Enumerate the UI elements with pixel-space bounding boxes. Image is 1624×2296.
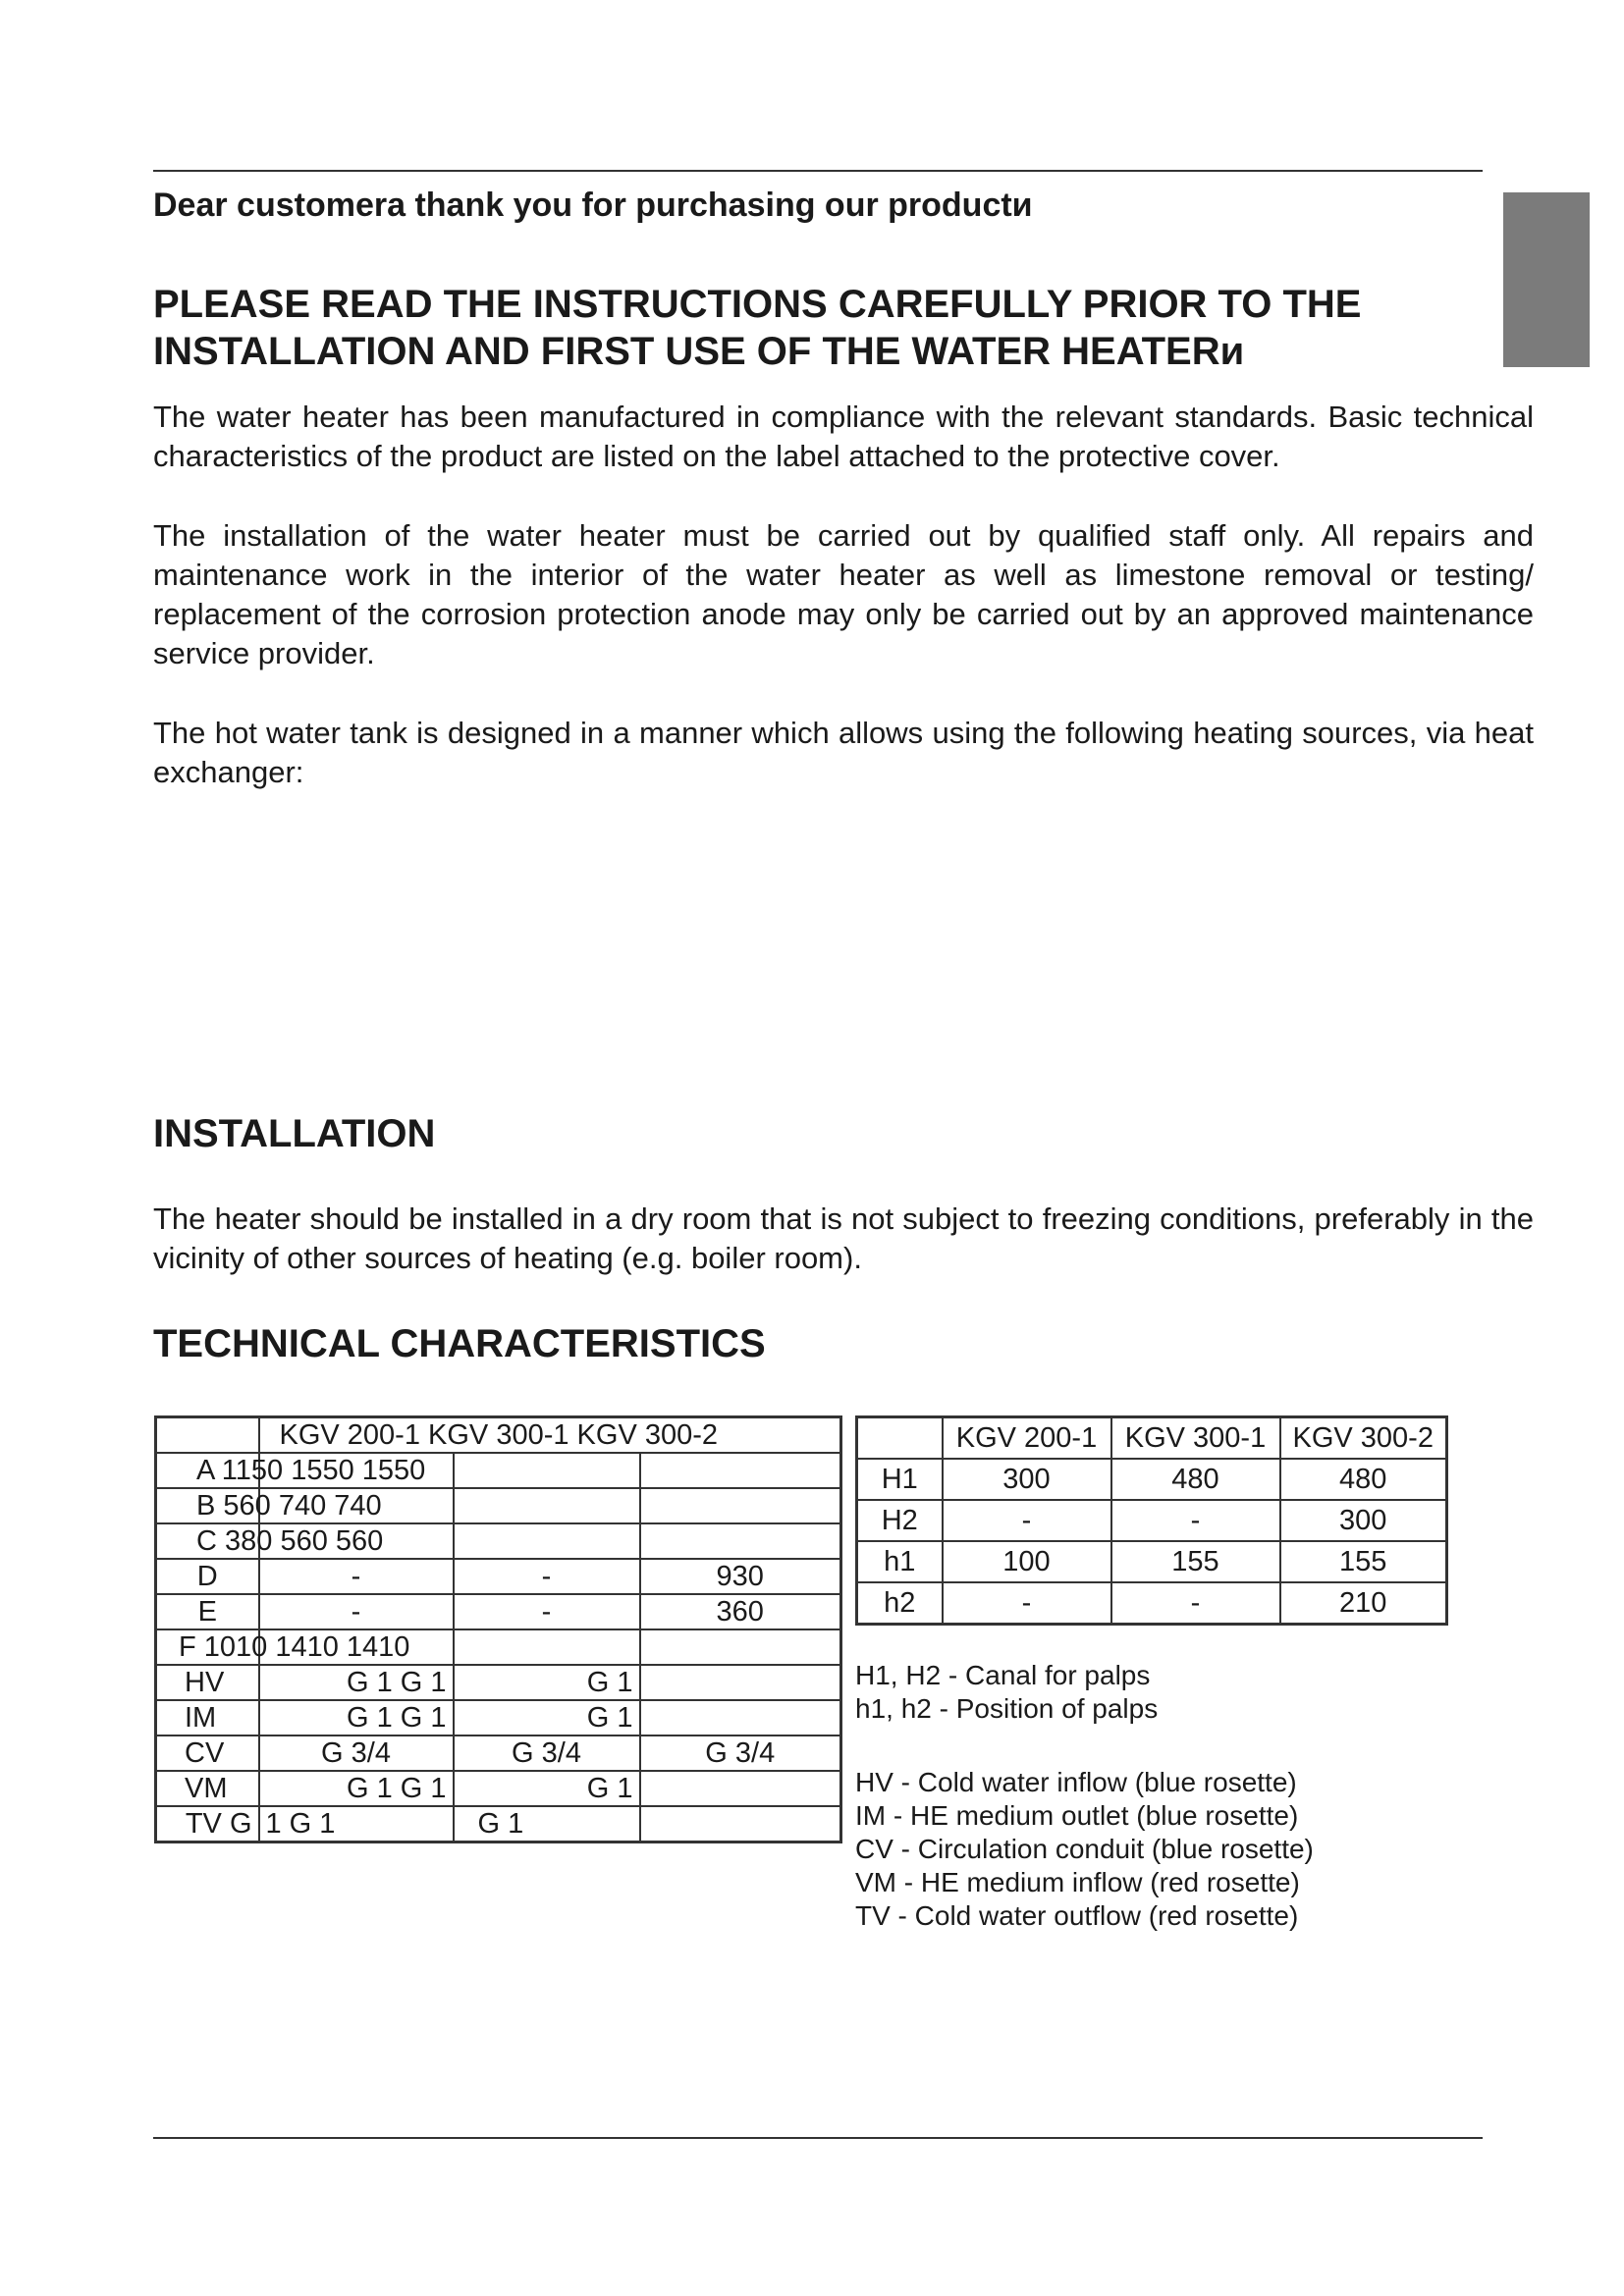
cell: G 1 [454, 1665, 640, 1700]
dimensions-header: KGV 200-1 KGV 300-1 KGV 300-2 [279, 1419, 719, 1451]
cell: 155 [1111, 1541, 1280, 1582]
cell: h1 [857, 1541, 943, 1582]
cell: H2 [857, 1500, 943, 1541]
cell: - [1111, 1500, 1280, 1541]
connections-legend [855, 1766, 1314, 1933]
table-row [857, 1500, 1447, 1541]
installation-text: The heater should be installed in a dry room that is not subject to freezing conditions, preferably in the vicinity of other sources of heating (e.g. boiler room). [153, 1201, 1534, 1275]
cell: 930 [640, 1559, 841, 1594]
paragraph-heating-sources: The hot water tank is designed in a manner which allows using the following heating sources, via heat exchanger: [153, 716, 1534, 789]
cell: HV [156, 1665, 259, 1700]
cell: G 3/4 [454, 1735, 640, 1771]
cell: - [1111, 1582, 1280, 1625]
table-row [156, 1665, 841, 1700]
bottom-rule [153, 2137, 1483, 2139]
top-rule [153, 170, 1483, 172]
cell: 155 [1280, 1541, 1447, 1582]
cell: VM [156, 1771, 259, 1806]
cell: G 1 [454, 1700, 640, 1735]
cell: G 1 [454, 1771, 640, 1806]
greeting-text: Dear customera thank you for purchasing our productи [153, 187, 1033, 224]
table-row [156, 1453, 841, 1488]
table-row [857, 1417, 1447, 1460]
table-row [156, 1559, 841, 1594]
header-cell [857, 1417, 943, 1460]
technical-heading: TECHNICAL CHARACTERISTICS [153, 1322, 766, 1365]
row-b: B 560 740 740 [196, 1490, 382, 1522]
table-row [156, 1523, 841, 1559]
list-item: IM - HE medium outlet (blue rosette) [855, 1800, 1299, 1831]
cell: IM [156, 1700, 259, 1735]
header-cell: KGV 300-1 [1111, 1417, 1280, 1460]
cell: 360 [640, 1594, 841, 1629]
cell: H1 [857, 1459, 943, 1500]
cell: 100 [943, 1541, 1111, 1582]
paragraph-installation-staff: The installation of the water heater must be carried out by qualified staff only. All repairs and maintenance work in the interior of the water heater as well as limestone removal or testing/ replacement of the corrosion protection anode may only be carried out by an approved maintenance service provider. [153, 518, 1534, 670]
cell: - [454, 1559, 640, 1594]
row-a: A 1150 1550 1550 [196, 1455, 426, 1486]
cell: CV [156, 1735, 259, 1771]
cell: E [156, 1594, 259, 1629]
cell: 300 [1280, 1500, 1447, 1541]
cell: G 3/4 [640, 1735, 841, 1771]
cell: h2 [857, 1582, 943, 1625]
cell: - [259, 1594, 454, 1629]
table-row [156, 1629, 841, 1665]
installation-heading: INSTALLATION [153, 1112, 436, 1155]
cell: - [454, 1594, 640, 1629]
dimensions-table [154, 1415, 842, 1843]
table-row [156, 1417, 841, 1454]
table-row [857, 1541, 1447, 1582]
table-row [156, 1700, 841, 1735]
list-item: TV - Cold water outflow (red rosette) [855, 1900, 1299, 1931]
header-cell: KGV 300-2 [1280, 1417, 1447, 1460]
read-instructions-heading: PLEASE READ THE INSTRUCTIONS CAREFULLY PRIOR TO THE INSTALLATION AND FIRST USE OF THE WATER HEATERи [153, 283, 1362, 373]
cell: G 1 G 1 [259, 1700, 454, 1735]
table-row [156, 1594, 841, 1629]
list-item: VM - HE medium inflow (red rosette) [855, 1867, 1300, 1897]
list-item: HV - Cold water inflow (blue rosette) [855, 1767, 1297, 1797]
cell: - [943, 1500, 1111, 1541]
list-item: CV - Circulation conduit (blue rosette) [855, 1834, 1314, 1864]
list-item: h1, h2 - Position of palps [855, 1693, 1159, 1724]
cell: 480 [1111, 1459, 1280, 1500]
header-cell: KGV 200-1 [943, 1417, 1111, 1460]
palps-legend [855, 1659, 1158, 1726]
list-item: H1, H2 - Canal for palps [855, 1660, 1151, 1690]
cell: - [943, 1582, 1111, 1625]
table-row [156, 1806, 841, 1842]
cell: 300 [943, 1459, 1111, 1500]
cell: 1 G 1 [259, 1806, 454, 1842]
cell: TV G [156, 1806, 259, 1842]
palps-table [855, 1415, 1448, 1626]
row-c: C 380 560 560 [196, 1525, 384, 1557]
row-f: F 1010 1410 1410 [179, 1631, 410, 1663]
table-row [857, 1459, 1447, 1500]
cell: D [156, 1559, 259, 1594]
paragraph-standards: The water heater has been manufactured in compliance with the relevant standards. Basic technical characteristics of the product are listed on the label attached to the protective cover. [153, 400, 1534, 473]
cell: 210 [1280, 1582, 1447, 1625]
table-row [156, 1771, 841, 1806]
table-row [156, 1488, 841, 1523]
cell: 480 [1280, 1459, 1447, 1500]
table-row [156, 1735, 841, 1771]
cell: G 1 G 1 [259, 1771, 454, 1806]
cell: G 1 G 1 [259, 1665, 454, 1700]
cell: G 1 [454, 1806, 640, 1842]
cell: G 3/4 [259, 1735, 454, 1771]
cell: - [259, 1559, 454, 1594]
table-row [857, 1582, 1447, 1625]
